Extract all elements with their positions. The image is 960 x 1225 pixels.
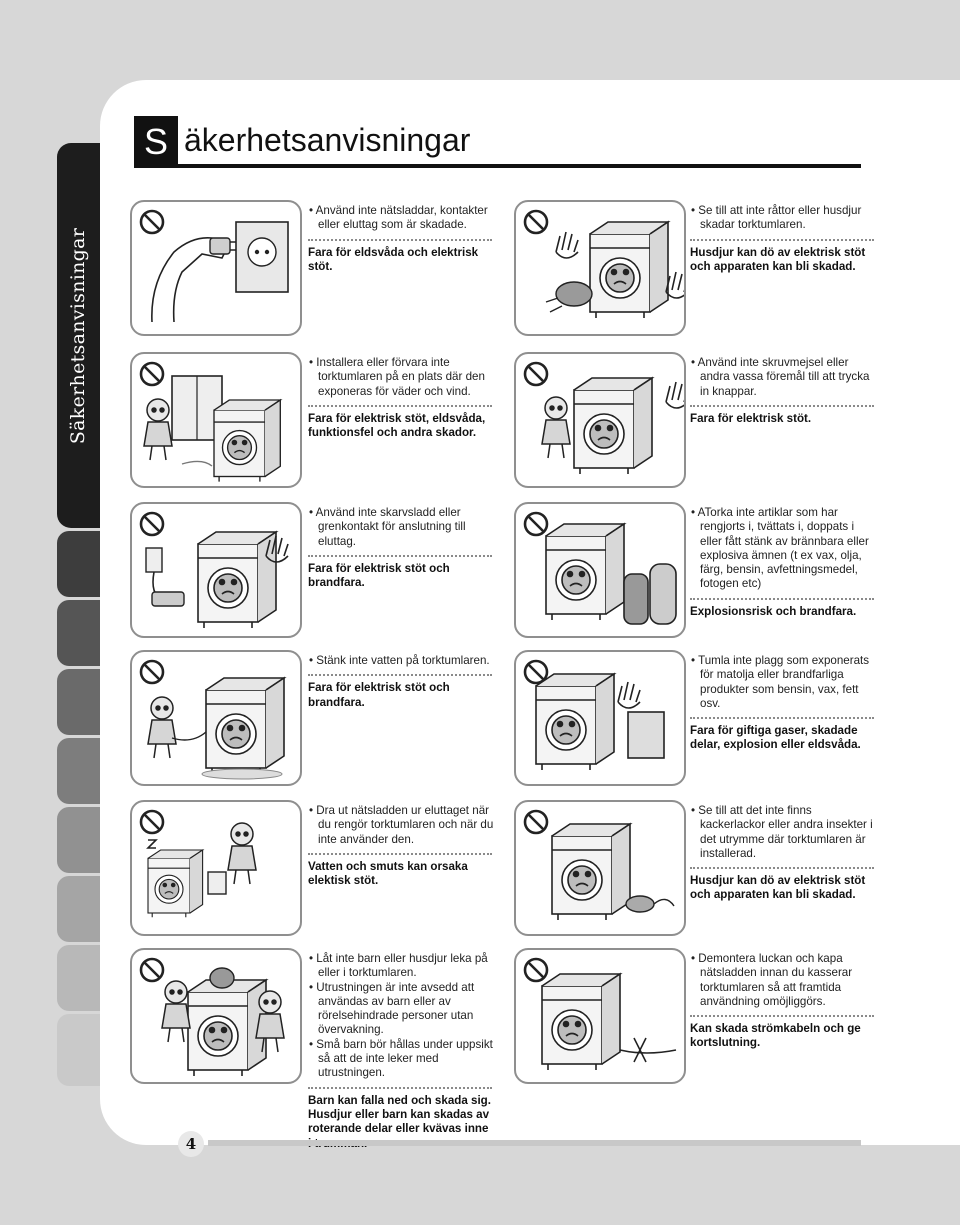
safety-warning: Fara för eldsvåda och elektrisk stöt.: [308, 245, 479, 273]
dryer-cut-cord-illustration: [514, 948, 686, 1084]
dotted-divider: [690, 405, 874, 407]
safety-instruction: • Använd inte skarvsladd eller grenkontakt för anslutning till eluttag.: [308, 506, 494, 549]
dryer-water-splash-illustration: [130, 650, 302, 786]
safety-item-text: [308, 804, 494, 888]
dryer-unplug-girl-illustration: [130, 800, 302, 936]
safety-instruction: • Utrustningen är inte avsedd att användas av barn eller av rörelsehindrade personer utan övervakning.: [308, 981, 494, 1038]
dotted-divider: [690, 598, 874, 600]
safety-item-text: [690, 204, 876, 274]
hand-plug-outlet-illustration: [130, 200, 302, 336]
section-tab[interactable]: [57, 876, 100, 942]
dotted-divider: [308, 853, 492, 855]
safety-instruction: • Låt inte barn eller husdjur leka på eller i torktumlaren.: [308, 952, 494, 981]
dryer-window-girl-illustration: [130, 352, 302, 488]
safety-instruction: • Tumla inte plagg som exponerats för matolja eller brandfarliga produkter som bensin, vax, fett osv.: [690, 654, 876, 711]
dotted-divider: [308, 1087, 492, 1089]
prohibited-icon: [141, 811, 163, 833]
safety-warning: Husdjur kan dö av elektrisk stöt och apparaten kan bli skadad.: [690, 874, 866, 902]
section-tab[interactable]: [57, 1014, 100, 1086]
section-tab[interactable]: [57, 738, 100, 804]
safety-instruction: • Dra ut nätsladden ur eluttaget när du rengör torktumlaren och när du inte använder den.: [308, 804, 494, 847]
dryer-spray-can-illustration: [514, 502, 686, 638]
prohibited-icon: [525, 363, 547, 385]
dotted-divider: [690, 239, 874, 241]
safety-instruction: • Se till att det inte finns kackerlackor eller andra insekter i det utrymme där torktumlaren är installerad.: [690, 804, 876, 861]
page-number: 4: [178, 1131, 204, 1157]
section-tab[interactable]: [57, 807, 100, 873]
safety-instruction: • ATorka inte artiklar som har rengjorts i, tvättats i, doppats i eller fått stänk av brännbara eller explosiva ämnen (t ex vax, olja, färg, bensin, avfettningsmedel, fotogen etc): [690, 506, 876, 592]
safety-instruction: • Se till att inte råttor eller husdjur skadar torktumlaren.: [690, 204, 876, 233]
section-tab-label: Säkerhetsanvisningar: [67, 227, 90, 444]
safety-warning: Fara för elektrisk stöt och brandfara.: [308, 681, 450, 709]
dotted-divider: [308, 555, 492, 557]
safety-warning: Vatten och smuts kan orsaka elektisk stöt.: [308, 859, 468, 888]
safety-item-text: [690, 952, 876, 1051]
safety-item-text: [690, 654, 876, 753]
prohibited-icon: [525, 661, 547, 683]
dotted-divider: [308, 239, 492, 241]
safety-item-text: [690, 804, 876, 903]
dryer-oil-can-illustration: [514, 650, 686, 786]
safety-warning: Husdjur kan dö av elektrisk stöt och apparaten kan bli skadad.: [690, 245, 866, 273]
prohibited-icon: [141, 513, 163, 535]
dryer-children-pet-illustration: [130, 948, 302, 1084]
prohibited-icon: [525, 811, 547, 833]
prohibited-icon: [525, 513, 547, 535]
prohibited-icon: [525, 211, 547, 233]
dotted-divider: [690, 867, 874, 869]
safety-instruction: • Använd inte skruvmejsel eller andra vassa föremål till att trycka in knappar.: [690, 356, 876, 399]
safety-instruction: • Små barn bör hållas under uppsikt så att de inte leker med utrustningen.: [308, 1038, 494, 1081]
safety-warning: Fara för elektrisk stöt.: [690, 411, 812, 425]
safety-item-text: [308, 952, 494, 1151]
prohibited-icon: [141, 363, 163, 385]
safety-warning: Barn kan falla ned och skada sig. Husdjur eller barn kan skadas av roterande delar eller kvävas inne: [308, 1093, 491, 1136]
safety-item-text: [690, 506, 876, 619]
prohibited-icon: [141, 661, 163, 683]
section-tab-active[interactable]: [57, 143, 100, 528]
safety-warning: Fara för elektrisk stöt och brandfara.: [308, 561, 450, 590]
safety-item-text: [308, 356, 494, 440]
section-tab[interactable]: [57, 945, 100, 1011]
safety-item-text: [308, 506, 494, 590]
title-underline: [134, 164, 861, 168]
footer-rule: [208, 1140, 861, 1146]
dryer-extension-cord-illustration: [130, 502, 302, 638]
prohibited-icon: [141, 959, 163, 981]
dotted-divider: [308, 674, 492, 676]
dotted-divider: [690, 717, 874, 719]
safety-instruction: • Installera eller förvara inte torktumlaren på en plats där den exponeras för väder och vind.: [308, 356, 494, 399]
section-tab[interactable]: [57, 600, 100, 666]
safety-instruction: • Demontera luckan och kapa nätsladden innan du kasserar torktumlaren så att framtida användning omöjliggörs.: [690, 952, 876, 1009]
prohibited-icon: [141, 211, 163, 233]
section-tab[interactable]: [57, 669, 100, 735]
safety-warning: Explosionsrisk och brandfara.: [690, 604, 857, 618]
title-initial: S: [134, 116, 178, 168]
safety-instruction: • Stänk inte vatten på torktumlaren.: [308, 654, 494, 668]
dotted-divider: [690, 1015, 874, 1017]
section-tab[interactable]: [57, 531, 100, 597]
safety-instruction: • Använd inte nätsladdar, kontakter eller eluttag som är skadade.: [308, 204, 494, 233]
dryer-screwdriver-illustration: [514, 352, 686, 488]
dryer-mouse-illustration: [514, 800, 686, 936]
safety-item-text: [308, 204, 494, 274]
page-title: äkerhetsanvisningar: [184, 122, 471, 158]
safety-warning: Fara för elektrisk stöt, eldsvåda, funktionsfel och andra skador.: [308, 411, 486, 440]
dryer-dog-illustration: [514, 200, 686, 336]
safety-warning: Kan skada strömkabeln och ge kortslutning.: [690, 1022, 861, 1050]
prohibited-icon: [525, 959, 547, 981]
safety-item-text: [690, 356, 876, 426]
safety-item-text: [308, 654, 494, 710]
safety-warning: Fara för giftiga gaser, skadade delar, explosion eller eldsvåda.: [690, 724, 861, 752]
dotted-divider: [308, 405, 492, 407]
